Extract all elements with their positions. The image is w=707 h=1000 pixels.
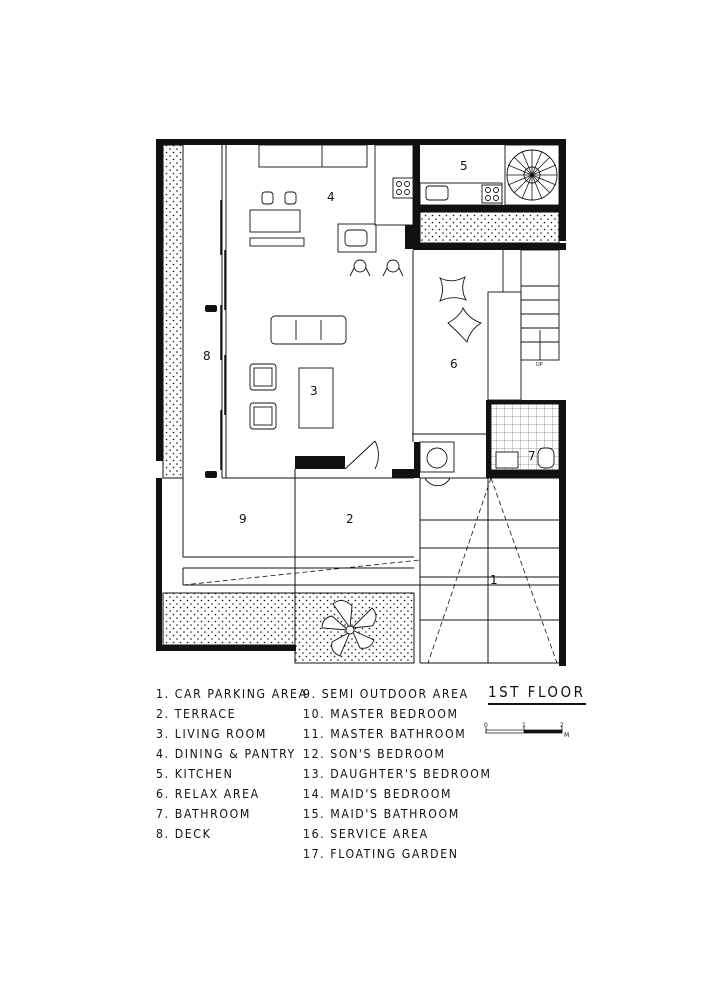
room-number-1: 1 <box>490 573 498 587</box>
legend-item: 5. KITCHEN <box>156 767 234 781</box>
legend-item: 7. BATHROOM <box>156 807 251 821</box>
scale-tick-1: 1 <box>522 722 526 729</box>
legend-item: 3. LIVING ROOM <box>156 727 267 741</box>
legend-item: 14. MAID'S BEDROOM <box>303 787 453 801</box>
legend-item: 9. SEMI OUTDOOR AREA <box>303 687 469 701</box>
legend-item: 1. CAR PARKING AREA <box>156 687 308 701</box>
relax-cushions <box>440 277 481 342</box>
legend-item: 4. DINING & PANTRY <box>156 747 296 761</box>
internal-stair <box>488 250 559 400</box>
scale-bar <box>482 722 572 746</box>
dining-furniture <box>250 145 413 276</box>
room-number-3: 3 <box>310 384 318 398</box>
room-number-6: 6 <box>450 357 458 371</box>
spiral-stair <box>507 150 557 200</box>
legend-item: 12. SON'S BEDROOM <box>303 747 446 761</box>
scale-tick-0: 0 <box>484 722 488 729</box>
legend-item: 17. FLOATING GARDEN <box>303 847 459 861</box>
floor-title: 1ST FLOOR <box>488 683 586 705</box>
living-furniture <box>250 316 346 429</box>
room-number-7: 7 <box>528 449 536 463</box>
room-number-8: 8 <box>203 349 211 363</box>
legend-item: 13. DAUGHTER'S BEDROOM <box>303 767 492 781</box>
legend-item: 6. RELAX AREA <box>156 787 260 801</box>
legend-item: 8. DECK <box>156 827 212 841</box>
room-number-2: 2 <box>346 512 354 526</box>
sliding-doors <box>221 200 225 470</box>
legend-item: 16. SERVICE AREA <box>303 827 429 841</box>
legend-right <box>303 684 492 864</box>
room-number-5: 5 <box>460 159 468 173</box>
scale-tick-2: 2 <box>560 722 564 729</box>
room-number-9: 9 <box>239 512 247 526</box>
stair-up-label: UP <box>536 362 543 368</box>
room-number-4: 4 <box>327 190 335 204</box>
legend-left <box>156 684 308 844</box>
legend-item: 10. MASTER BEDROOM <box>303 707 459 721</box>
scale-unit: M <box>564 732 570 739</box>
legend-item: 15. MAID'S BATHROOM <box>303 807 460 821</box>
legend-item: 11. MASTER BATHROOM <box>303 727 467 741</box>
legend-item: 2. TERRACE <box>156 707 237 721</box>
deck-lights <box>205 305 217 478</box>
